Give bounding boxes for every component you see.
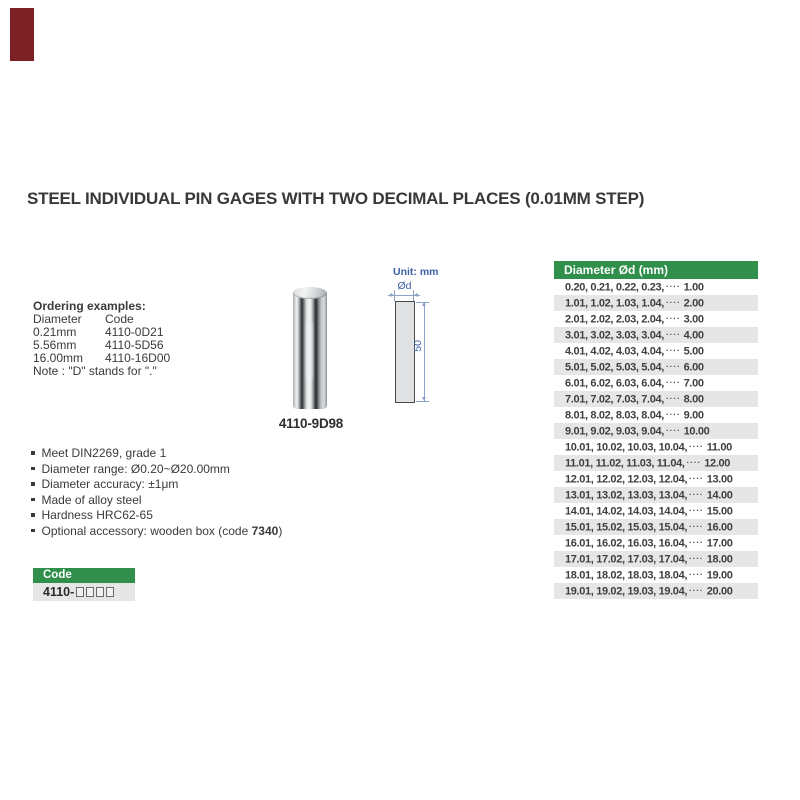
pin-gage-image	[293, 287, 327, 409]
ellipsis-dots: ····	[689, 490, 704, 499]
ordering-col-code: Code	[105, 312, 134, 326]
ellipsis-dots: ····	[689, 554, 704, 563]
feature-item	[31, 524, 282, 540]
ellipsis-dots: ····	[689, 442, 704, 451]
ellipsis-dots: ····	[689, 506, 704, 515]
bullet-icon	[31, 529, 35, 533]
ellipsis-dots: ····	[665, 378, 681, 387]
feature-text: Optional accessory: wooden box (code	[41, 523, 252, 538]
product-code-label: 4110-9D98	[278, 416, 344, 431]
table-row: 4.01, 4.02, 4.03, 4.04, ···· 5.00	[554, 343, 758, 359]
table-row: 1.01, 1.02, 1.03, 1.04, ···· 2.00	[554, 295, 758, 311]
feature-item	[31, 477, 282, 493]
diameter-table	[554, 261, 758, 599]
ellipsis-dots: ····	[665, 362, 681, 371]
table-row: 14.01, 14.02, 14.03, 14.04, ···· 15.00	[554, 503, 758, 519]
table-row: 3.01, 3.02, 3.03, 3.04, ···· 4.00	[554, 327, 758, 343]
digit-placeholder-box	[96, 587, 104, 597]
digit-placeholder-box	[76, 587, 84, 597]
table-row: 17.01, 17.02, 17.03, 17.04, ···· 18.00	[554, 551, 758, 567]
dim-arrow-right-icon	[390, 293, 394, 297]
feature-item	[31, 493, 282, 509]
ordering-diameter: 5.56mm	[33, 338, 77, 352]
unit-label: Unit: mm	[393, 266, 439, 278]
ellipsis-dots: ····	[665, 394, 681, 403]
table-row: 6.01, 6.02, 6.03, 6.04, ···· 7.00	[554, 375, 758, 391]
code-block-header: Code	[33, 568, 135, 583]
ellipsis-dots: ····	[665, 314, 681, 323]
ordering-code: 4110-16D00	[105, 351, 171, 365]
ordering-examples	[33, 300, 170, 378]
pin-top-ellipse	[293, 287, 327, 299]
table-row: 13.01, 13.02, 13.03, 13.04, ···· 14.00	[554, 487, 758, 503]
feature-item	[31, 508, 282, 524]
ellipsis-dots: ····	[665, 298, 681, 307]
table-row: 15.01, 15.02, 15.03, 15.04, ···· 16.00	[554, 519, 758, 535]
ellipsis-dots: ····	[665, 426, 681, 435]
bullet-icon	[31, 498, 35, 502]
bullet-icon	[31, 513, 35, 517]
table-row: 9.01, 9.02, 9.03, 9.04, ···· 10.00	[554, 423, 758, 439]
feature-text: Made of alloy steel	[41, 492, 142, 507]
table-row: 19.01, 19.02, 19.03, 19.04, ···· 20.00	[554, 583, 758, 599]
ellipsis-dots: ····	[686, 458, 702, 467]
ellipsis-dots: ····	[665, 410, 681, 419]
feature-text: Diameter accuracy: ±1μm	[41, 477, 179, 491]
ordering-diameter: 16.00mm	[33, 351, 84, 365]
table-row: 2.01, 2.02, 2.03, 2.04, ···· 3.00	[554, 311, 758, 327]
dim-ext-line	[416, 401, 429, 402]
ellipsis-dots: ····	[689, 570, 704, 579]
pin-outline-rect	[395, 301, 415, 403]
code-block	[33, 568, 135, 601]
diameter-table-header: Diameter Ød (mm)	[554, 261, 758, 279]
ellipsis-dots: ····	[689, 522, 704, 531]
bullet-icon	[31, 467, 35, 471]
ordering-heading: Ordering examples:	[33, 299, 146, 313]
ordering-table	[33, 313, 170, 365]
code-format	[33, 583, 135, 601]
corner-tab	[10, 8, 34, 61]
dim-line-vertical	[424, 302, 425, 402]
feature-text: Hardness HRC62-65	[41, 508, 153, 522]
dim-arrow-down-icon	[422, 397, 426, 401]
dim-arrow-left-icon	[414, 293, 418, 297]
ellipsis-dots: ····	[689, 586, 704, 595]
ellipsis-dots: ····	[689, 474, 704, 483]
ordering-diameter: 0.21mm	[33, 325, 77, 339]
bullet-icon	[31, 482, 35, 486]
feature-text: )	[278, 523, 283, 538]
table-row: 12.01, 12.02, 12.03, 12.04, ···· 13.00	[554, 471, 758, 487]
table-row: 7.01, 7.02, 7.03, 7.04, ···· 8.00	[554, 391, 758, 407]
page-title: STEEL INDIVIDUAL PIN GAGES WITH TWO DECIMAL PLACES (0.01MM STEP)	[27, 189, 645, 208]
diameter-dim-label: Ød	[397, 280, 412, 292]
table-row: 8.01, 8.02, 8.03, 8.04, ···· 9.00	[554, 407, 758, 423]
ellipsis-dots: ····	[665, 282, 681, 291]
ordering-code: 4110-0D21	[105, 325, 164, 339]
ordering-code: 4110-5D56	[105, 338, 164, 352]
table-row: 16.01, 16.02, 16.03, 16.04, ···· 17.00	[554, 535, 758, 551]
table-row: 11.01, 11.02, 11.03, 11.04, ···· 12.00	[554, 455, 758, 471]
digit-placeholder-box	[86, 587, 94, 597]
feature-text: Meet DIN2269, grade 1	[41, 446, 167, 460]
digit-placeholder-box	[106, 587, 114, 597]
code-prefix: 4110-	[43, 585, 75, 599]
feature-item	[31, 462, 282, 478]
feature-text: Diameter range: Ø0.20~Ø20.00mm	[41, 461, 230, 476]
dim-arrow-up-icon	[422, 302, 426, 306]
ellipsis-dots: ····	[665, 346, 681, 355]
feature-list	[31, 446, 282, 539]
ellipsis-dots: ····	[689, 538, 704, 547]
bullet-icon	[31, 451, 35, 455]
pin-engraving	[306, 323, 313, 379]
ordering-col-diameter: Diameter	[33, 312, 82, 326]
table-row: 0.20, 0.21, 0.22, 0.23, ···· 1.00	[554, 279, 758, 295]
length-dim-label: 50	[412, 340, 424, 352]
ellipsis-dots: ····	[665, 330, 681, 339]
table-row: 18.01, 18.02, 18.03, 18.04, ···· 19.00	[554, 567, 758, 583]
ordering-note: Note : "D" stands for "."	[33, 364, 157, 378]
table-row: 10.01, 10.02, 10.03, 10.04, ···· 11.00	[554, 439, 758, 455]
feature-item	[31, 446, 282, 462]
feature-text-bold: 7340	[251, 523, 279, 538]
table-row: 5.01, 5.02, 5.03, 5.04, ···· 6.00	[554, 359, 758, 375]
